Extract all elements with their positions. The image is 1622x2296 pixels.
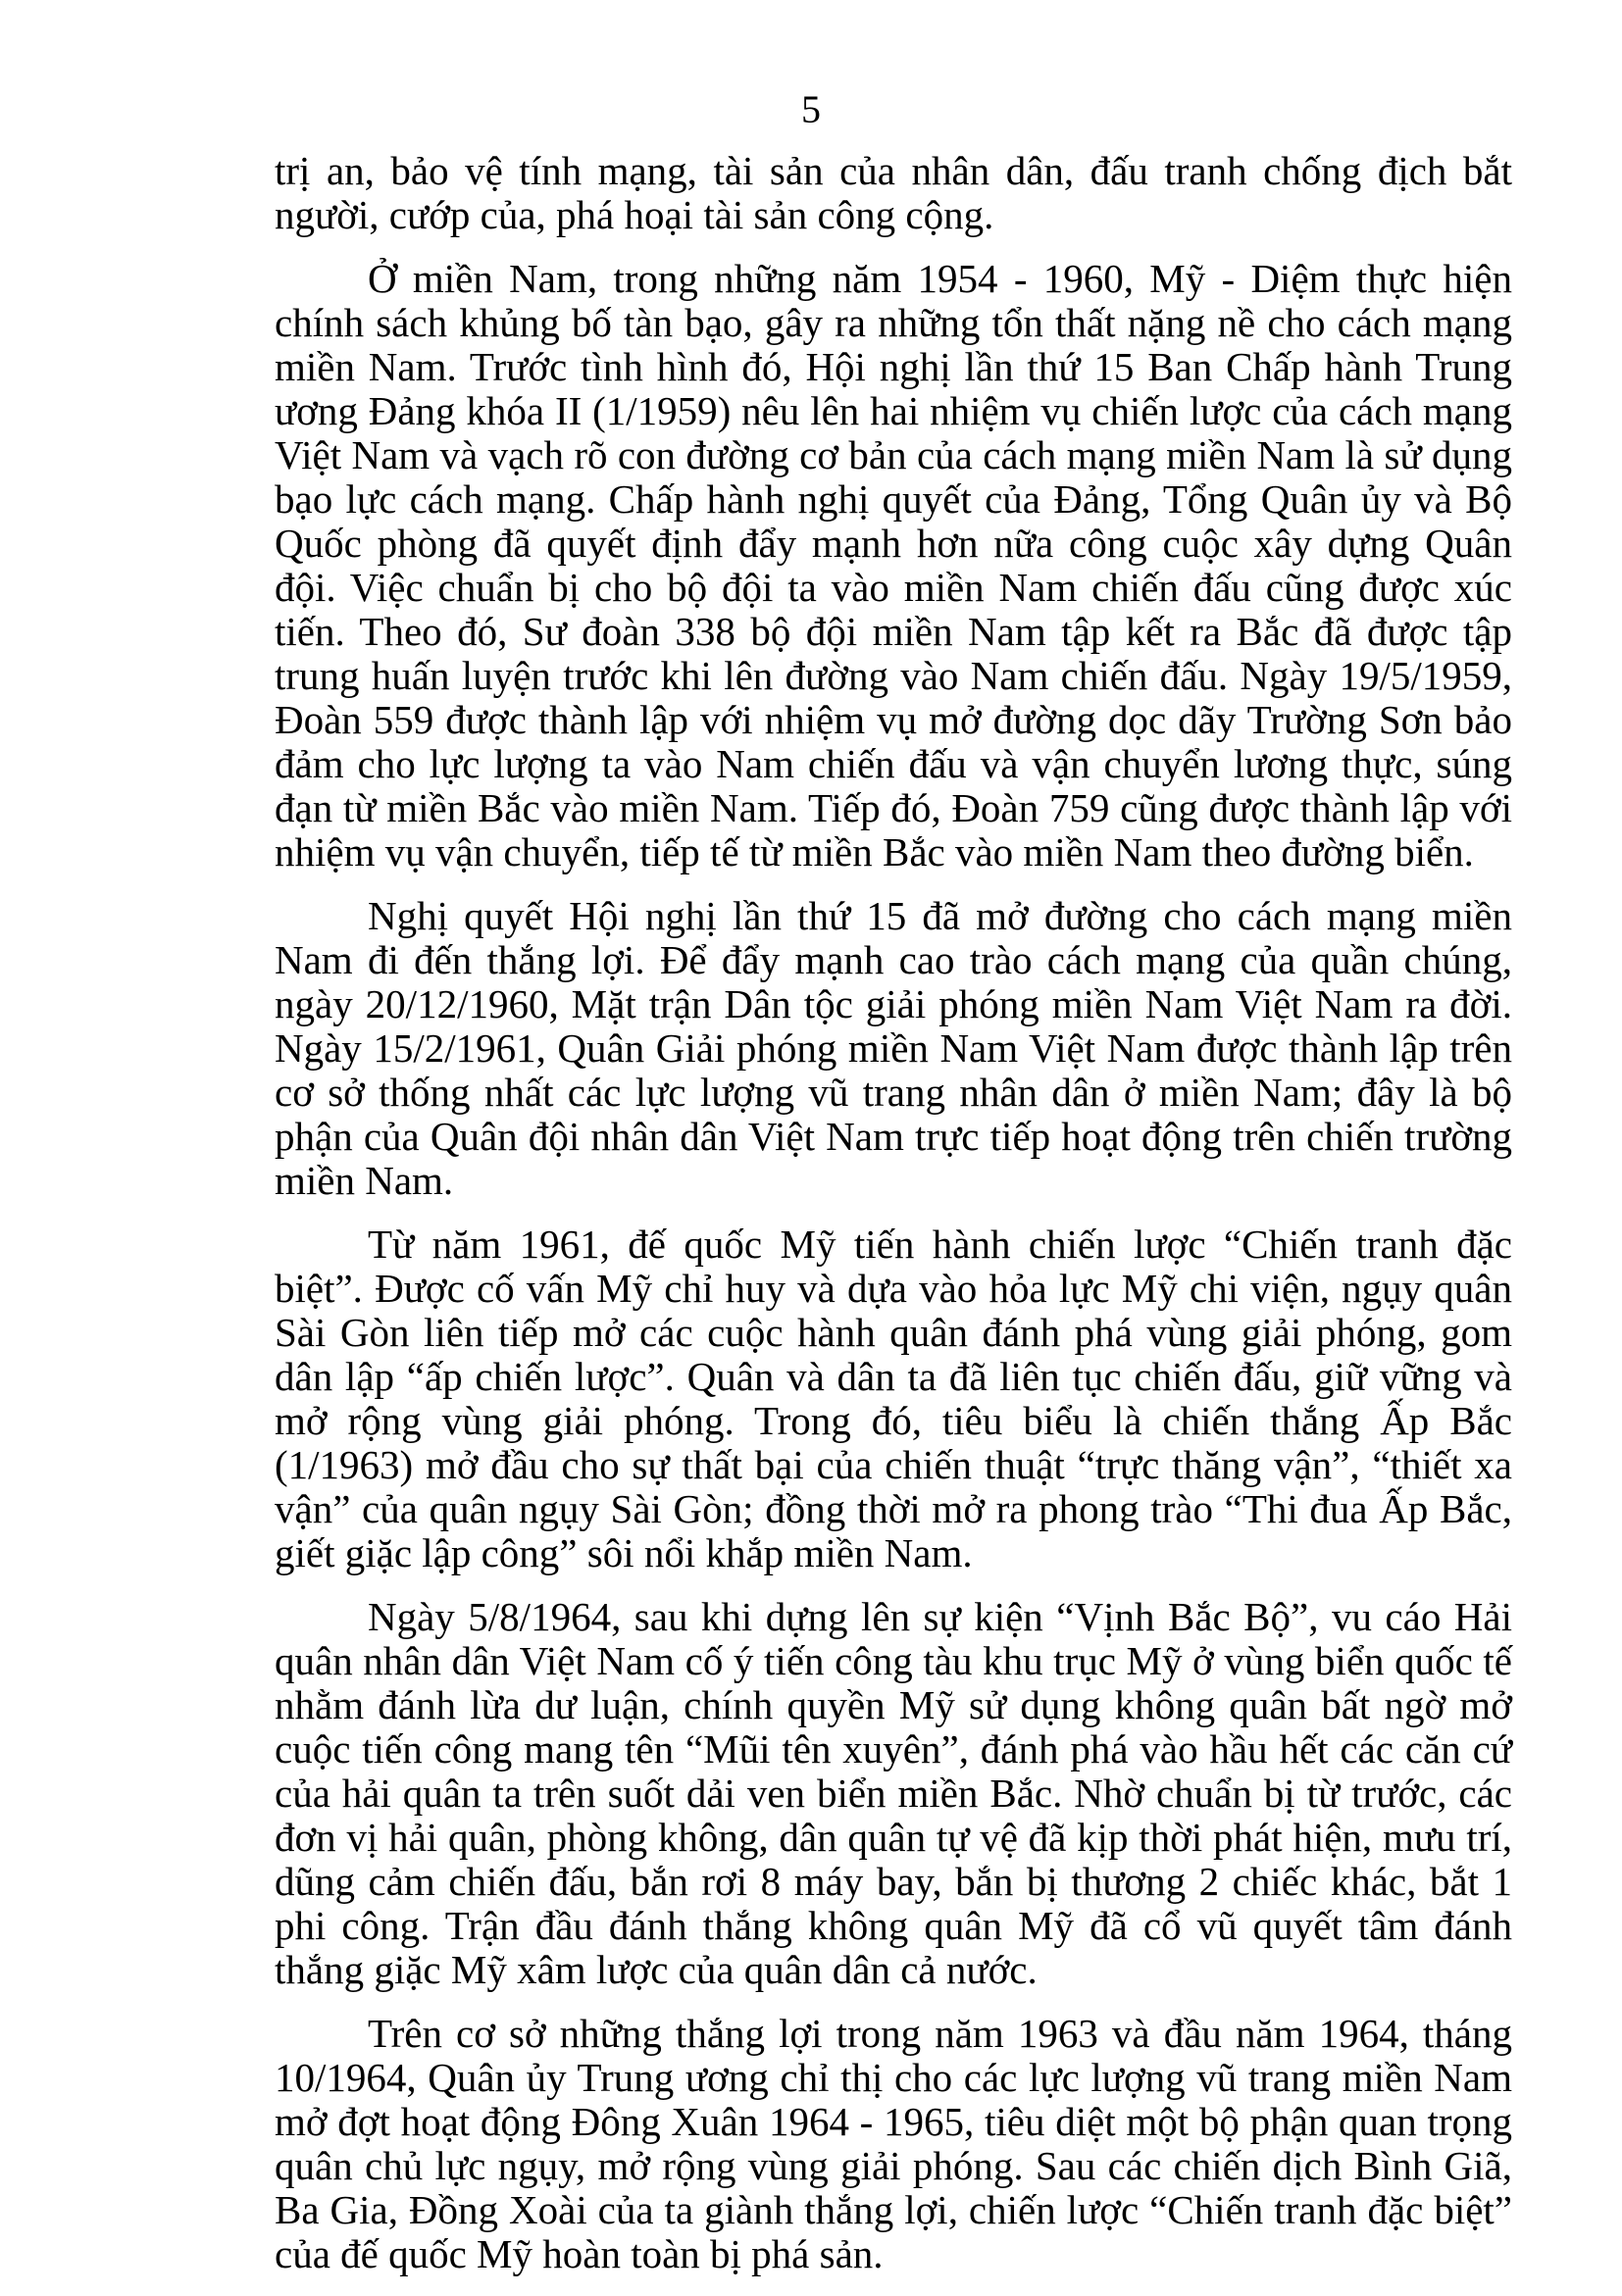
paragraph-winter-spring-1964-1965: Trên cơ sở những thắng lợi trong năm 1963 và đầu năm 1964, tháng 10/1964, Quân ủy Trung ương chỉ thị cho các lực lượng vũ trang miền Nam mở đợt hoạt động Đông Xuân 1964 - 1965, tiêu diệt một bộ phận quan trọng quân chủ lực ngụy, mở rộng vùng giải phóng. Sau các chiến dịch Bình Giã, Ba Gia, Đồng Xoài của ta giành thắng lợi, chiến lược “Chiến tranh đặc biệt” của đế quốc Mỹ hoàn toàn bị phá sản.	[275, 2011, 1512, 2276]
paragraph-special-war: Từ năm 1961, đế quốc Mỹ tiến hành chiến lược “Chiến tranh đặc biệt”. Được cố vấn Mỹ chỉ huy và dựa vào hỏa lực Mỹ chi viện, ngụy quân Sài Gòn liên tiếp mở các cuộc hành quân đánh phá vùng giải phóng, gom dân lập “ấp chiến lược”. Quân và dân ta đã liên tục chiến đấu, giữ vững và mở rộng vùng giải phóng. Trong đó, tiêu biểu là chiến thắng Ấp Bắc (1/1963) mở đầu cho sự thất bại của chiến thuật “trực thăng vận”, “thiết xa vận” của quân ngụy Sài Gòn; đồng thời mở ra phong trào “Thi đua Ấp Bắc, giết giặc lập công” sôi nổi khắp miền Nam.	[275, 1222, 1512, 1575]
paragraph-south-1954-1960: Ở miền Nam, trong những năm 1954 - 1960, Mỹ - Diệm thực hiện chính sách khủng bố tàn bạo, gây ra những tổn thất nặng nề cho cách mạng miền Nam. Trước tình hình đó, Hội nghị lần thứ 15 Ban Chấp hành Trung ương Đảng khóa II (1/1959) nêu lên hai nhiệm vụ chiến lược của cách mạng Việt Nam và vạch rõ con đường cơ bản của cách mạng miền Nam là sử dụng bạo lực cách mạng. Chấp hành nghị quyết của Đảng, Tổng Quân ủy và Bộ Quốc phòng đã quyết định đẩy mạnh hơn nữa công cuộc xây dựng Quân đội. Việc chuẩn bị cho bộ đội ta vào miền Nam chiến đấu cũng được xúc tiến. Theo đó, Sư đoàn 338 bộ đội miền Nam tập kết ra Bắc đã được tập trung huấn luyện trước khi lên đường vào Nam chiến đấu. Ngày 19/5/1959, Đoàn 559 được thành lập với nhiệm vụ mở đường dọc dãy Trường Sơn bảo đảm cho lực lượng ta vào Nam chiến đấu và vận chuyển lương thực, súng đạn từ miền Bắc vào miền Nam. Tiếp đó, Đoàn 759 cũng được thành lập với nhiệm vụ vận chuyển, tiếp tế từ miền Bắc vào miền Nam theo đường biển.	[275, 256, 1512, 874]
page-number: 5	[801, 87, 821, 131]
paragraph-resolution-15: Nghị quyết Hội nghị lần thứ 15 đã mở đường cho cách mạng miền Nam đi đến thắng lợi. Để đẩy mạnh cao trào cách mạng của quần chúng, ngày 20/12/1960, Mặt trận Dân tộc giải phóng miền Nam Việt Nam ra đời. Ngày 15/2/1961, Quân Giải phóng miền Nam Việt Nam được thành lập trên cơ sở thống nhất các lực lượng vũ trang nhân dân ở miền Nam; đây là bộ phận của Quân đội nhân dân Việt Nam trực tiếp hoạt động trên chiến trường miền Nam.	[275, 893, 1512, 1203]
paragraph-continuation: trị an, bảo vệ tính mạng, tài sản của nhân dân, đấu tranh chống địch bắt người, cướp của, phá hoại tài sản công cộng.	[275, 148, 1512, 237]
paragraph-gulf-of-tonkin: Ngày 5/8/1964, sau khi dựng lên sự kiện “Vịnh Bắc Bộ”, vu cáo Hải quân nhân dân Việt Nam cố ý tiến công tàu khu trục Mỹ ở vùng biển quốc tế nhằm đánh lừa dư luận, chính quyền Mỹ sử dụng không quân bất ngờ mở cuộc tiến công mang tên “Mũi tên xuyên”, đánh phá vào hầu hết các căn cứ của hải quân ta trên suốt dải ven biển miền Bắc. Nhờ chuẩn bị từ trước, các đơn vị hải quân, phòng không, dân quân tự vệ đã kịp thời phát hiện, mưu trí, dũng cảm chiến đấu, bắn rơi 8 máy bay, bắn bị thương 2 chiếc khác, bắt 1 phi công. Trận đầu đánh thắng không quân Mỹ đã cổ vũ quyết tâm đánh thắng giặc Mỹ xâm lược của quân dân cả nước.	[275, 1594, 1512, 1992]
document-body	[275, 149, 1512, 2296]
